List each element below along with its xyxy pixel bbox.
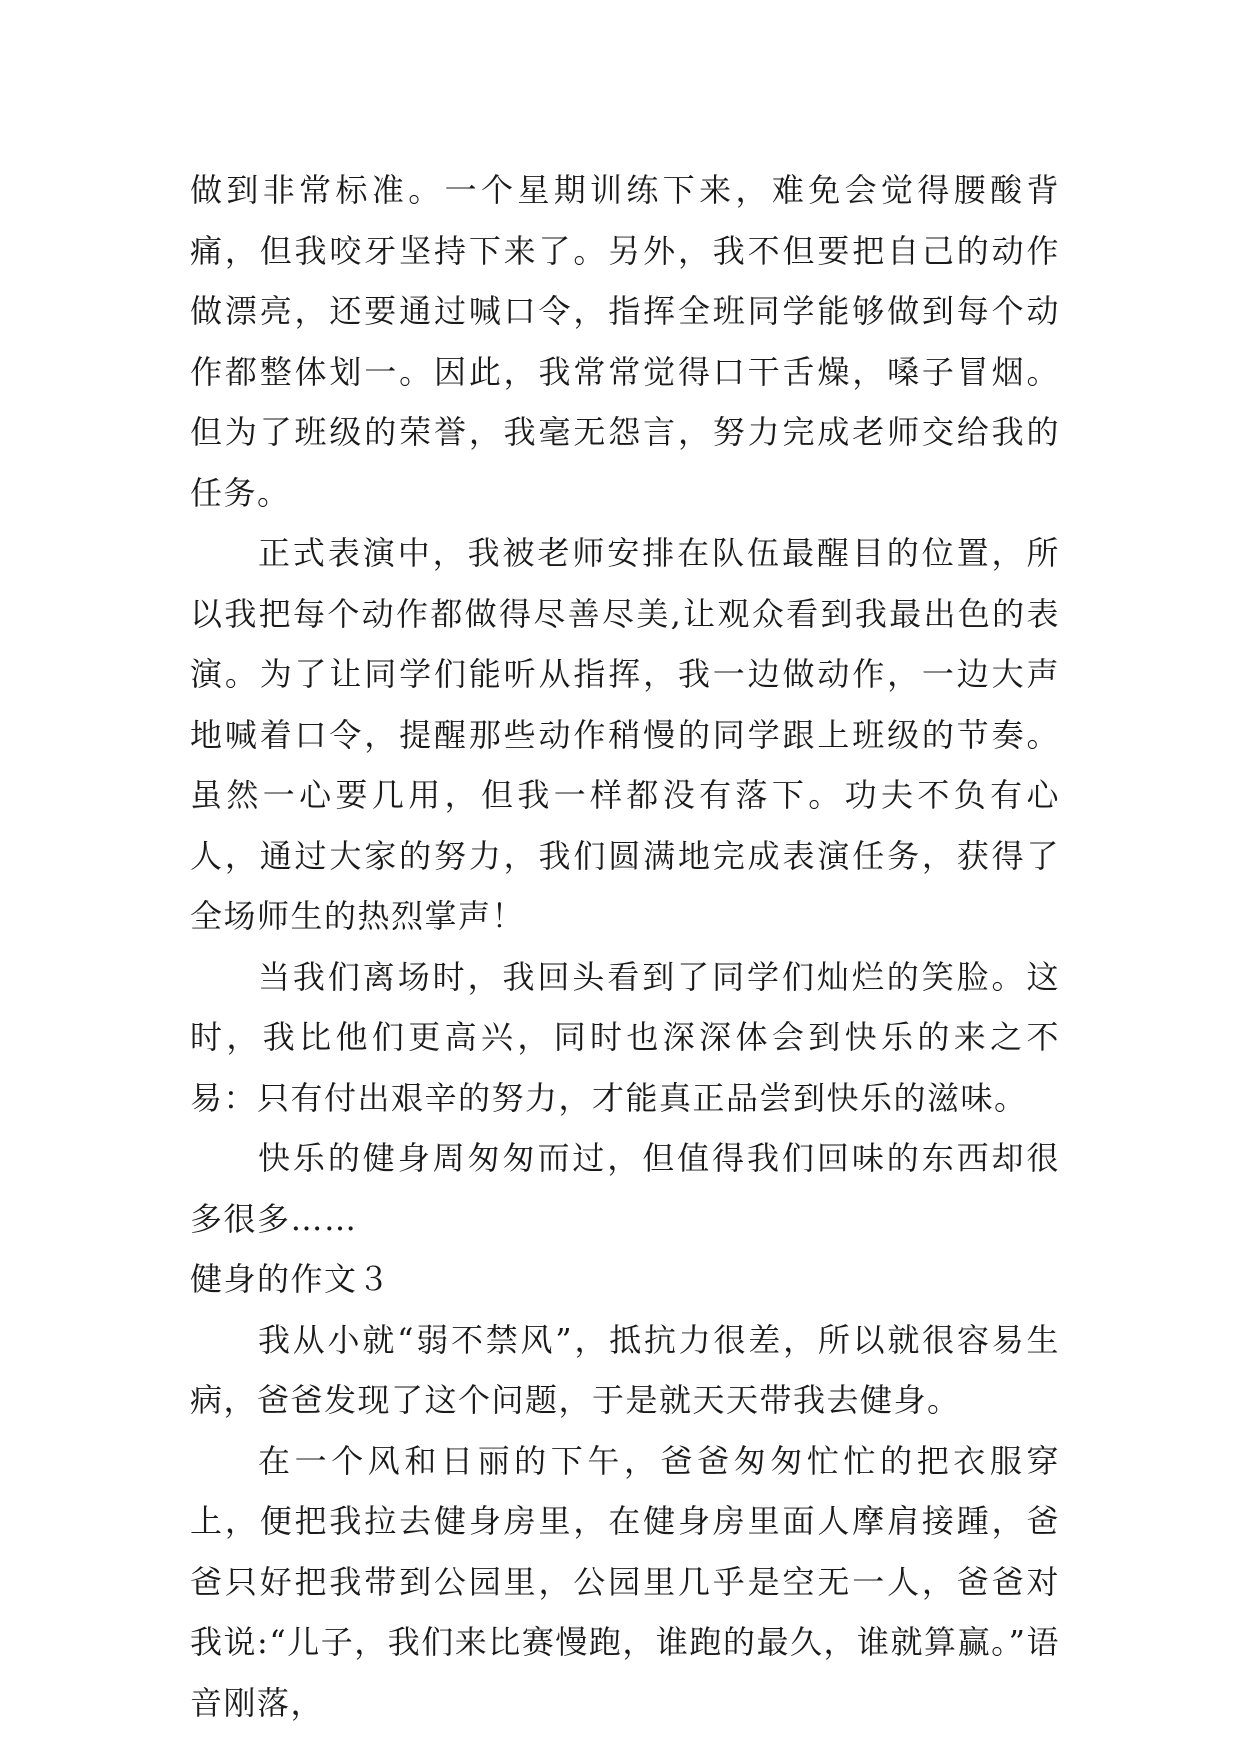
paragraph-6: 在一个风和日丽的下午，爸爸匆匆忙忙的把衣服穿上，便把我拉去健身房里，在健身房里面人摩肩接踵，爸爸只好把我带到公园里，公园里几乎是空无一人，爸爸对我说:“儿子，我们来比赛慢跑，谁跑的最久，谁就算赢。”语音刚落， (190, 1441, 1060, 1722)
paragraph-4: 快乐的健身周匆匆而过，但值得我们回味的东西却很多很多…… (190, 1139, 1060, 1238)
document-body (190, 160, 1060, 1733)
paragraph-3: 当我们离场时，我回头看到了同学们灿烂的笑脸。这时，我比他们更高兴，同时也深深体会到快乐的来之不易：只有付出艰辛的努力，才能真正品尝到快乐的滋味。 (190, 957, 1060, 1117)
section-title: 健身的作文３ (190, 1260, 392, 1298)
paragraph-2: 正式表演中，我被老师安排在队伍最醒目的位置，所以我把每个动作都做得尽善尽美,让观众看到我最出色的表演。为了让同学们能听从指挥，我一边做动作，一边大声地喊着口令，提醒那些动作稍慢的同学跟上班级的节奏。虽然一心要几用，但我一样都没有落下。功夫不负有心人，通过大家的努力，我们圆满地完成表演任务，获得了全场师生的热烈掌声！ (190, 534, 1060, 935)
paragraph-5: 我从小就“弱不禁风”，抵抗力很差，所以就很容易生病，爸爸发现了这个问题，于是就天天带我去健身。 (190, 1320, 1060, 1419)
paragraph-1: 做到非常标准。一个星期训练下来，难免会觉得腰酸背痛，但我咬牙坚持下来了。另外，我不但要把自己的动作做漂亮，还要通过喊口令，指挥全班同学能够做到每个动作都整体划一。因此，我常常觉得口干舌燥，嗓子冒烟。但为了班级的荣誉，我毫无怨言，努力完成老师交给我的任务。 (190, 171, 1060, 512)
